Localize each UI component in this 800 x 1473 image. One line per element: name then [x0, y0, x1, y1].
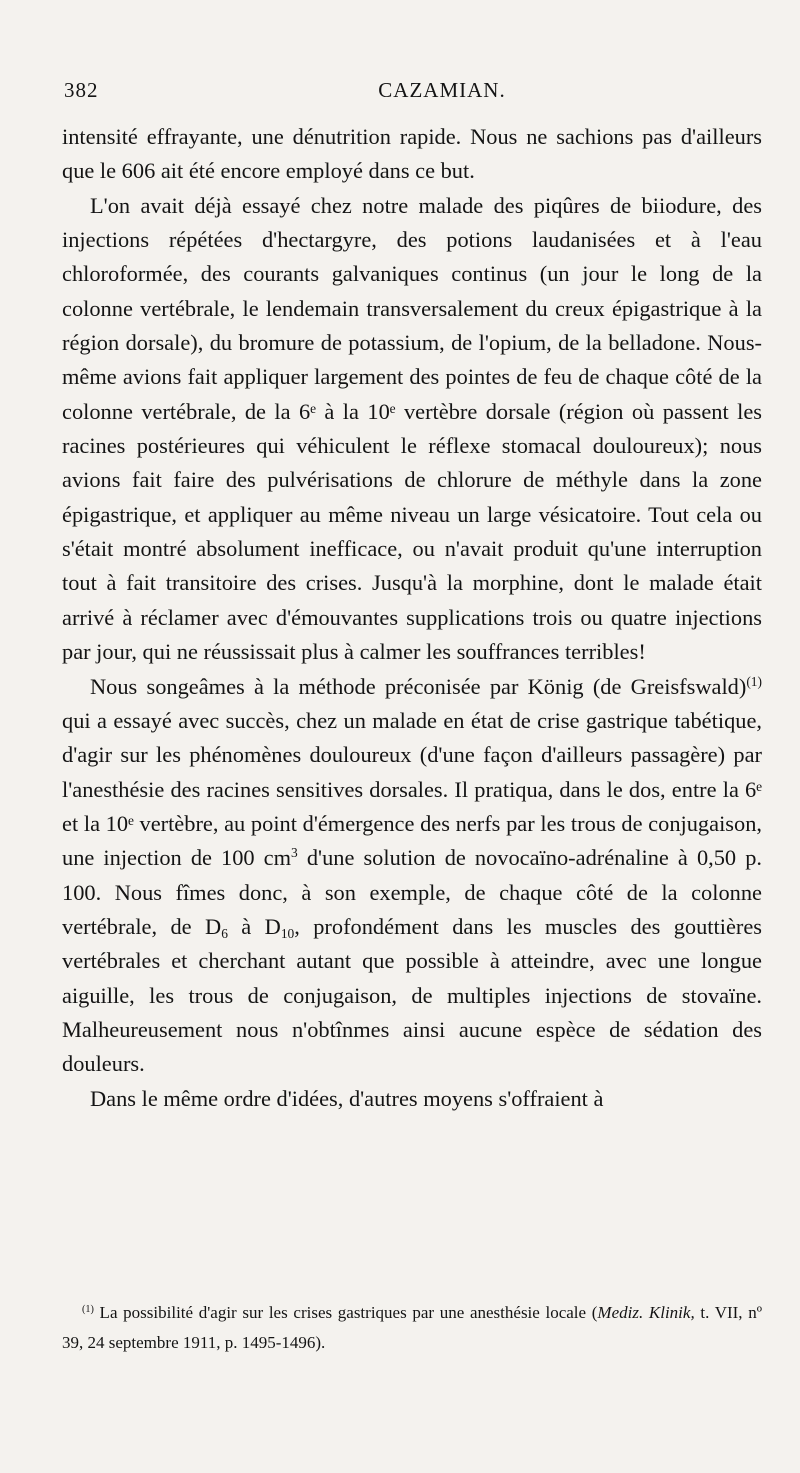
footnote-reference: (1): [746, 673, 762, 689]
page-number: 382: [64, 78, 99, 102]
cubic-superscript: 3: [291, 845, 298, 861]
running-head: CAZAMIAN.: [378, 78, 506, 102]
paragraph-1: intensité effrayante, une dénutrition rapide. Nous ne sachions pas d'ailleurs que le 606 ait été encore employé dans ce but.: [62, 124, 762, 184]
paragraph-3-text-d: à D: [227, 913, 281, 939]
paragraph-3-text-e: , profondément dans les muscles des gouttières vertébrales et cherchant autant que possible à atteindre, avec une longue aiguille, les trous de conjugaison, de multiples injections de stovaïne. Malheureusement nous n'obtînmes ainsi aucune espèce de sédation des douleurs.: [62, 913, 762, 1077]
footnote-text-b: t. VII, nº 39, 24 septembre 1911, p. 1495-1496).: [62, 1303, 763, 1352]
paragraph-3-text-c: d'une solution de novocaïno-adrénaline à 0,50 p. 100. Nous fîmes donc, à son exemple, de chaque côté de la colonne vertébrale, de D: [62, 845, 762, 939]
paragraph-3-text-b: qui a essayé avec succès, chez un malade en état de crise gastrique tabétique, d'agir sur les phénomènes douloureux (d'une façon d'ailleurs passagère) par l'anesthésie des racines sensitives dorsales. Il pratiqua, dans le dos, entre la 6ᵉ et la 10ᵉ vertèbre, au point d'émergence des nerfs par les trous de conjugaison, une injection de 100 cm: [62, 707, 762, 871]
vertebra-subscript-10: 10: [280, 925, 295, 941]
footnote-journal: Mediz. Klinik,: [597, 1303, 695, 1322]
paragraph-2: L'on avait déjà essayé chez notre malade des piqûres de biiodure, des injections répétées d'hectargyre, des potions laudanisées et à l'eau chloroformée, des courants galvaniques continus (un jour le long de la colonne vertébrale, le lendemain transversalement du creux épigastrique à la région dorsale), du bromure de potassium, de l'opium, de la belladone. Nous-même avions fait appliquer largement des pointes de feu de chaque côté de la colonne vertébrale, de la 6ᵉ à la 10ᵉ vertèbre dorsale (région où passent les racines postérieures qui véhiculent le réflexe stomacal douloureux); nous avions fait faire des pulvérisations de chlorure de méthyle dans la zone épigastrique, et appliquer au même niveau un large vésicatoire. Tout cela ou s'était montré absolument inefficace, ou n'avait produit qu'une interruption tout à fait transitoire des crises. Jusqu'à la morphine, dont le malade était arrivé à réclamer avec d'émouvantes supplications trois ou quatre injections par jour, qui ne réussissait plus à calmer les souffrances terribles!: [62, 192, 762, 665]
paragraph-3-text-a: Nous songeâmes à la méthode préconisée par König (de Greisfswald): [90, 673, 747, 699]
paragraph-4: Dans le même ordre d'idées, d'autres moyens s'offraient à: [90, 1085, 604, 1111]
footnote: [62, 1298, 762, 1358]
footnote-body: [62, 1298, 762, 1358]
vertebra-subscript-6: 6: [221, 925, 228, 941]
footnote-text-a: La possibilité d'agir sur les crises gastriques par une anesthésie locale (: [93, 1303, 598, 1322]
footnote-marker: (1): [82, 1303, 94, 1315]
body-text: [62, 120, 762, 1116]
page-header: [64, 78, 760, 108]
paragraph-3: [62, 670, 762, 1082]
